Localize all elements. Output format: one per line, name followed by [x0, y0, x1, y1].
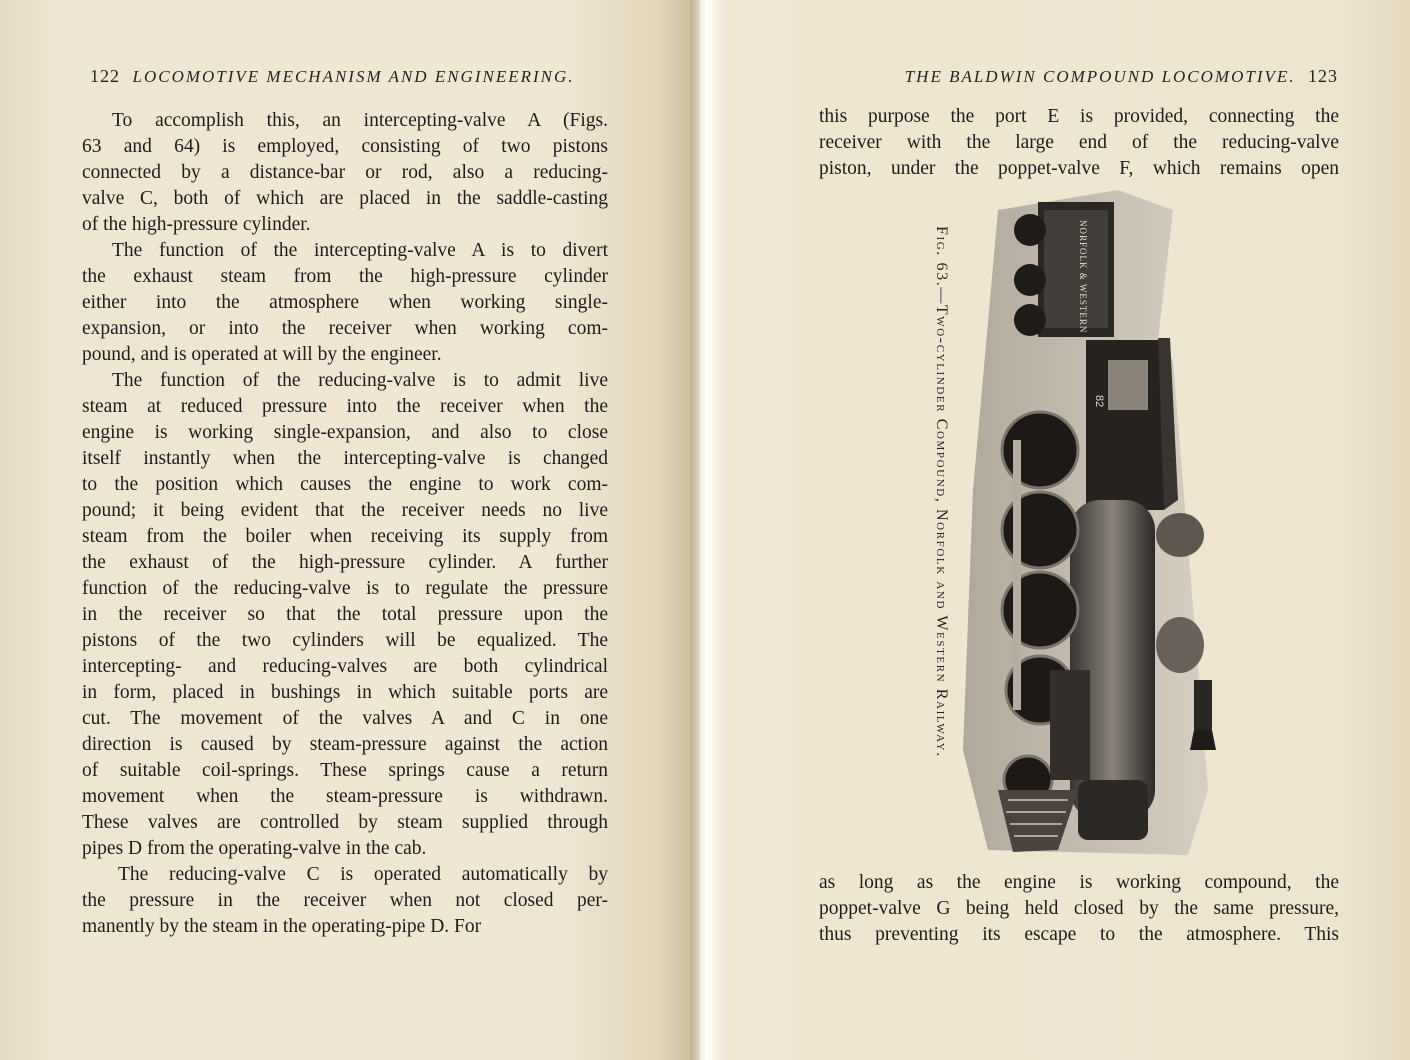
right-body-text-top [819, 104, 1339, 182]
text-line: this purpose the port E is provided, connecting the [819, 106, 1339, 127]
text-line: manently by the steam in the operating-pipe D. For [82, 916, 482, 937]
text-line: To accomplish this, an intercepting-valve A (Figs. [112, 110, 608, 131]
text-line: pound, and is operated at will by the engineer. [82, 344, 442, 365]
text-line: engine is working single-expansion, and also to close [82, 422, 608, 443]
text-line: The function of the reducing-valve is to admit live [112, 370, 608, 391]
text-line: 63 and 64) is employed, consisting of two pistons [82, 136, 608, 157]
text-line: movement when the steam-pressure is withdrawn. [82, 786, 608, 807]
text-line: These valves are controlled by steam supplied through [82, 812, 608, 833]
text-line: cut. The movement of the valves A and C in one [82, 708, 608, 729]
left-running-title: LOCOMOTIVE MECHANISM AND ENGINEERING. [132, 67, 575, 86]
right-page-number: 123 [1308, 66, 1338, 86]
text-line: the exhaust of the high-pressure cylinder. A further [82, 552, 608, 573]
book-gutter [690, 0, 720, 1060]
text-line: either into the atmosphere when working single- [82, 292, 608, 313]
text-line: pistons of the two cylinders will be equalized. The [82, 630, 608, 651]
text-line: itself instantly when the intercepting-valve is changed [82, 448, 608, 469]
figure-caption-text: Fig. 63.—Two-cylinder Compound, Norfolk and Western Railway. [933, 226, 950, 758]
left-page-number: 122 [90, 66, 120, 86]
left-page [0, 0, 700, 1060]
text-line: steam from the boiler when receiving its supply from [82, 526, 608, 547]
text-line: connected by a distance-bar or rod, also a reducing- [82, 162, 608, 183]
text-line: of suitable coil-springs. These springs cause a return [82, 760, 608, 781]
text-line: the exhaust steam from the high-pressure cylinder [82, 266, 608, 287]
text-line: direction is caused by steam-pressure against the action [82, 734, 608, 755]
text-line: as long as the engine is working compound, the [819, 872, 1339, 893]
text-line: intercepting- and reducing-valves are both cylindrical [82, 656, 608, 677]
text-line: steam at reduced pressure into the receiver when the [82, 396, 608, 417]
cab [1086, 338, 1178, 510]
text-line: to the position which causes the engine to work com- [82, 474, 608, 495]
text-line: valve C, both of which are placed in the saddle-casting [82, 188, 608, 209]
text-line: the pressure in the receiver when not closed per- [82, 890, 608, 911]
text-line: in form, placed in bushings in which suitable ports are [82, 682, 608, 703]
right-running-head [905, 66, 1338, 87]
figure-caption [928, 226, 956, 826]
tender-lettering: NORFOLK & WESTERN [1078, 220, 1088, 334]
text-line: function of the reducing-valve is to regulate the pressure [82, 578, 608, 599]
text-line: thus preventing its escape to the atmosphere. This [819, 924, 1339, 945]
text-line: poppet-valve G being held closed by the same pressure, [819, 898, 1339, 919]
locomotive-illustration [958, 190, 1218, 855]
right-running-title: THE BALDWIN COMPOUND LOCOMOTIVE. [904, 67, 1296, 86]
text-line: of the high-pressure cylinder. [82, 214, 311, 235]
text-line: The reducing-valve C is operated automatically by [118, 864, 608, 885]
engine-number: 82 [1093, 395, 1105, 408]
left-running-head [90, 66, 575, 87]
text-line: The function of the intercepting-valve A is to divert [112, 240, 608, 261]
right-body-text-bottom [819, 870, 1339, 948]
left-body-text [82, 108, 608, 940]
text-line: receiver with the large end of the reducing-valve [819, 132, 1339, 153]
text-line: pipes D from the operating-valve in the cab. [82, 838, 427, 859]
text-line: expansion, or into the receiver when working com- [82, 318, 608, 339]
tender [1014, 202, 1114, 337]
text-line: piston, under the poppet-valve F, which remains open [819, 158, 1339, 179]
text-line: in the receiver so that the total pressure upon the [82, 604, 608, 625]
text-line: pound; it being evident that the receiver needs no live [82, 500, 608, 521]
